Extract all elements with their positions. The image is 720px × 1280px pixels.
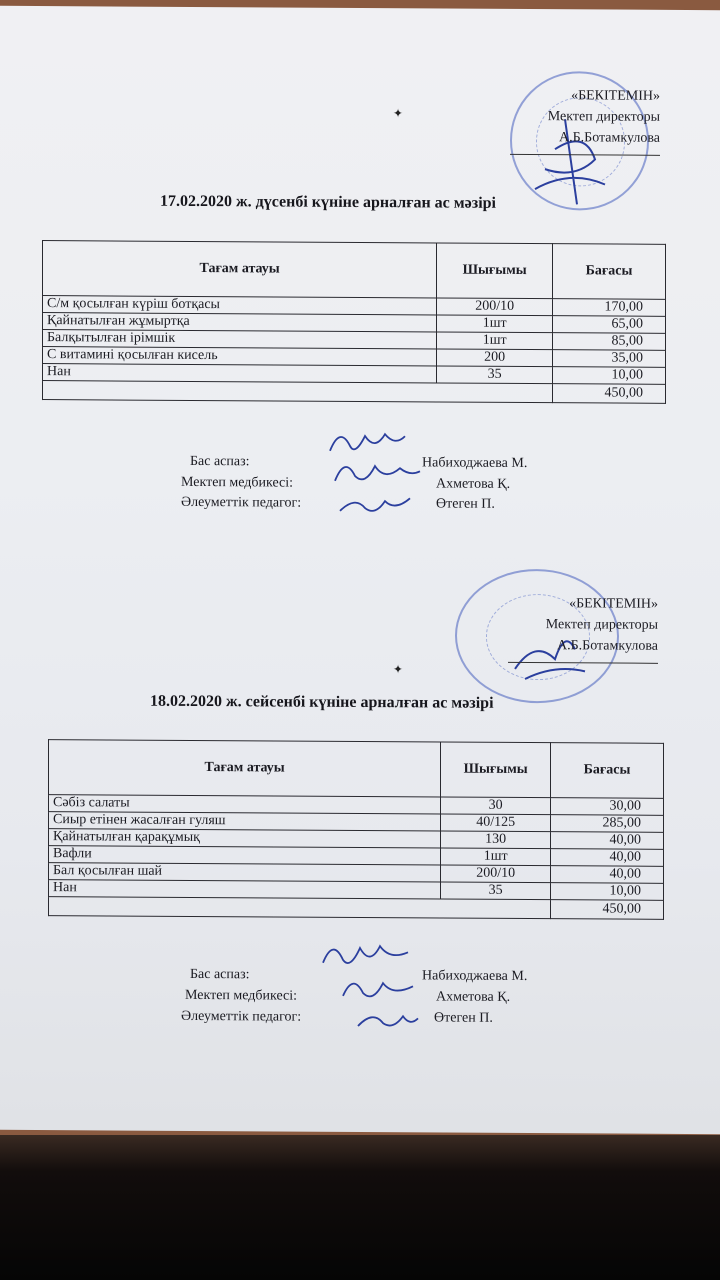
dish-portion: 40/125 (441, 814, 551, 832)
dish-portion: 30 (441, 797, 551, 815)
dish-price: 40,00 (551, 866, 664, 884)
dish-name: Балқытылған ірімшік (43, 330, 437, 349)
dish-price: 40,00 (551, 849, 664, 867)
total-price: 450,00 (553, 384, 666, 404)
column-header-price: Бағасы (551, 743, 664, 799)
approval-block (510, 85, 660, 156)
approval-heading: «БЕКІТЕМІН» (571, 88, 660, 104)
punch-mark: ✦ (393, 106, 404, 121)
dish-price: 30,00 (551, 798, 664, 816)
total-row (49, 897, 664, 920)
dish-portion: 1шт (437, 315, 553, 333)
dish-name: Нан (43, 364, 437, 383)
column-header-dish: Тағам атауы (43, 241, 437, 298)
staff-name: Өтеген П. (436, 496, 495, 512)
dish-price: 10,00 (551, 883, 664, 901)
staff-name: Набиходжаева М. (422, 968, 528, 985)
staff-role: Бас аспаз: (190, 453, 250, 470)
dish-price: 35,00 (553, 350, 666, 368)
dish-portion: 130 (441, 831, 551, 849)
dish-price: 285,00 (551, 815, 664, 833)
dish-price: 10,00 (553, 367, 666, 385)
dish-portion: 1шт (437, 332, 553, 350)
staff-name: Ахметова Қ. (436, 476, 511, 492)
staff-name: Набиходжаева М. (422, 455, 528, 472)
signature-line (510, 148, 660, 156)
dish-price: 85,00 (553, 333, 666, 351)
approval-position: Мектеп директоры (547, 109, 660, 125)
staff-role: Бас аспаз: (190, 966, 250, 983)
staff-role: Әлеуметтік педагог: (181, 494, 302, 511)
total-price: 450,00 (551, 900, 664, 920)
dish-portion: 35 (441, 882, 551, 900)
dish-portion: 1шт (441, 848, 551, 866)
dish-name: С витамині қосылған кисель (43, 347, 437, 366)
dish-name: С/м қосылған күріш ботқасы (43, 296, 437, 315)
menu-title: 18.02.2020 ж. сейсенбі күніне арналған ас мәзірі (150, 692, 494, 712)
dish-name: Сәбіз салаты (49, 795, 441, 814)
dish-name: Нан (49, 880, 441, 899)
approval-block (508, 593, 658, 664)
table-header-row (43, 241, 666, 300)
signatures (325, 426, 425, 527)
menu-paper (0, 6, 720, 1134)
dish-portion: 200/10 (441, 865, 551, 883)
dish-portion: 200 (437, 349, 553, 367)
dish-portion: 35 (437, 366, 553, 384)
dish-name: Вафли (49, 846, 441, 865)
table-header-row (49, 740, 664, 799)
approval-heading: «БЕКІТЕМІН» (569, 596, 658, 612)
signatures (318, 938, 428, 1039)
signature-line (508, 656, 658, 664)
column-header-portion: Шығымы (437, 243, 553, 299)
dish-name: Қайнатылған жұмыртқа (43, 313, 437, 332)
staff-role: Әлеуметтік педагог: (181, 1008, 302, 1025)
approval-director-name: А.Б.Ботамкулова (559, 130, 660, 146)
dish-price: 65,00 (553, 316, 666, 334)
total-row (43, 381, 666, 404)
column-header-price: Бағасы (553, 244, 666, 300)
staff-role: Мектеп медбикесі: (181, 474, 294, 491)
menu-table (48, 739, 664, 920)
dish-name: Қайнатылған қарақұмық (49, 829, 441, 848)
staff-name: Өтеген П. (434, 1010, 493, 1026)
menu-title: 17.02.2020 ж. дүсенбі күніне арналған ас мәзірі (160, 192, 496, 212)
staff-name: Ахметова Қ. (436, 989, 511, 1005)
column-header-portion: Шығымы (441, 742, 551, 798)
column-header-dish: Тағам атауы (49, 740, 441, 797)
menu-table (42, 240, 666, 404)
approval-director-name: А.Б.Ботамкулова (557, 638, 658, 654)
dark-background (0, 1135, 720, 1280)
staff-role: Мектеп медбикесі: (185, 987, 298, 1004)
dish-price: 170,00 (553, 299, 666, 317)
dish-name: Бал қосылған шай (49, 863, 441, 882)
dish-name: Сиыр етінен жасалған гуляш (49, 812, 441, 831)
punch-mark: ✦ (393, 662, 404, 677)
dish-portion: 200/10 (437, 298, 553, 316)
approval-position: Мектеп директоры (545, 617, 658, 633)
dish-price: 40,00 (551, 832, 664, 850)
